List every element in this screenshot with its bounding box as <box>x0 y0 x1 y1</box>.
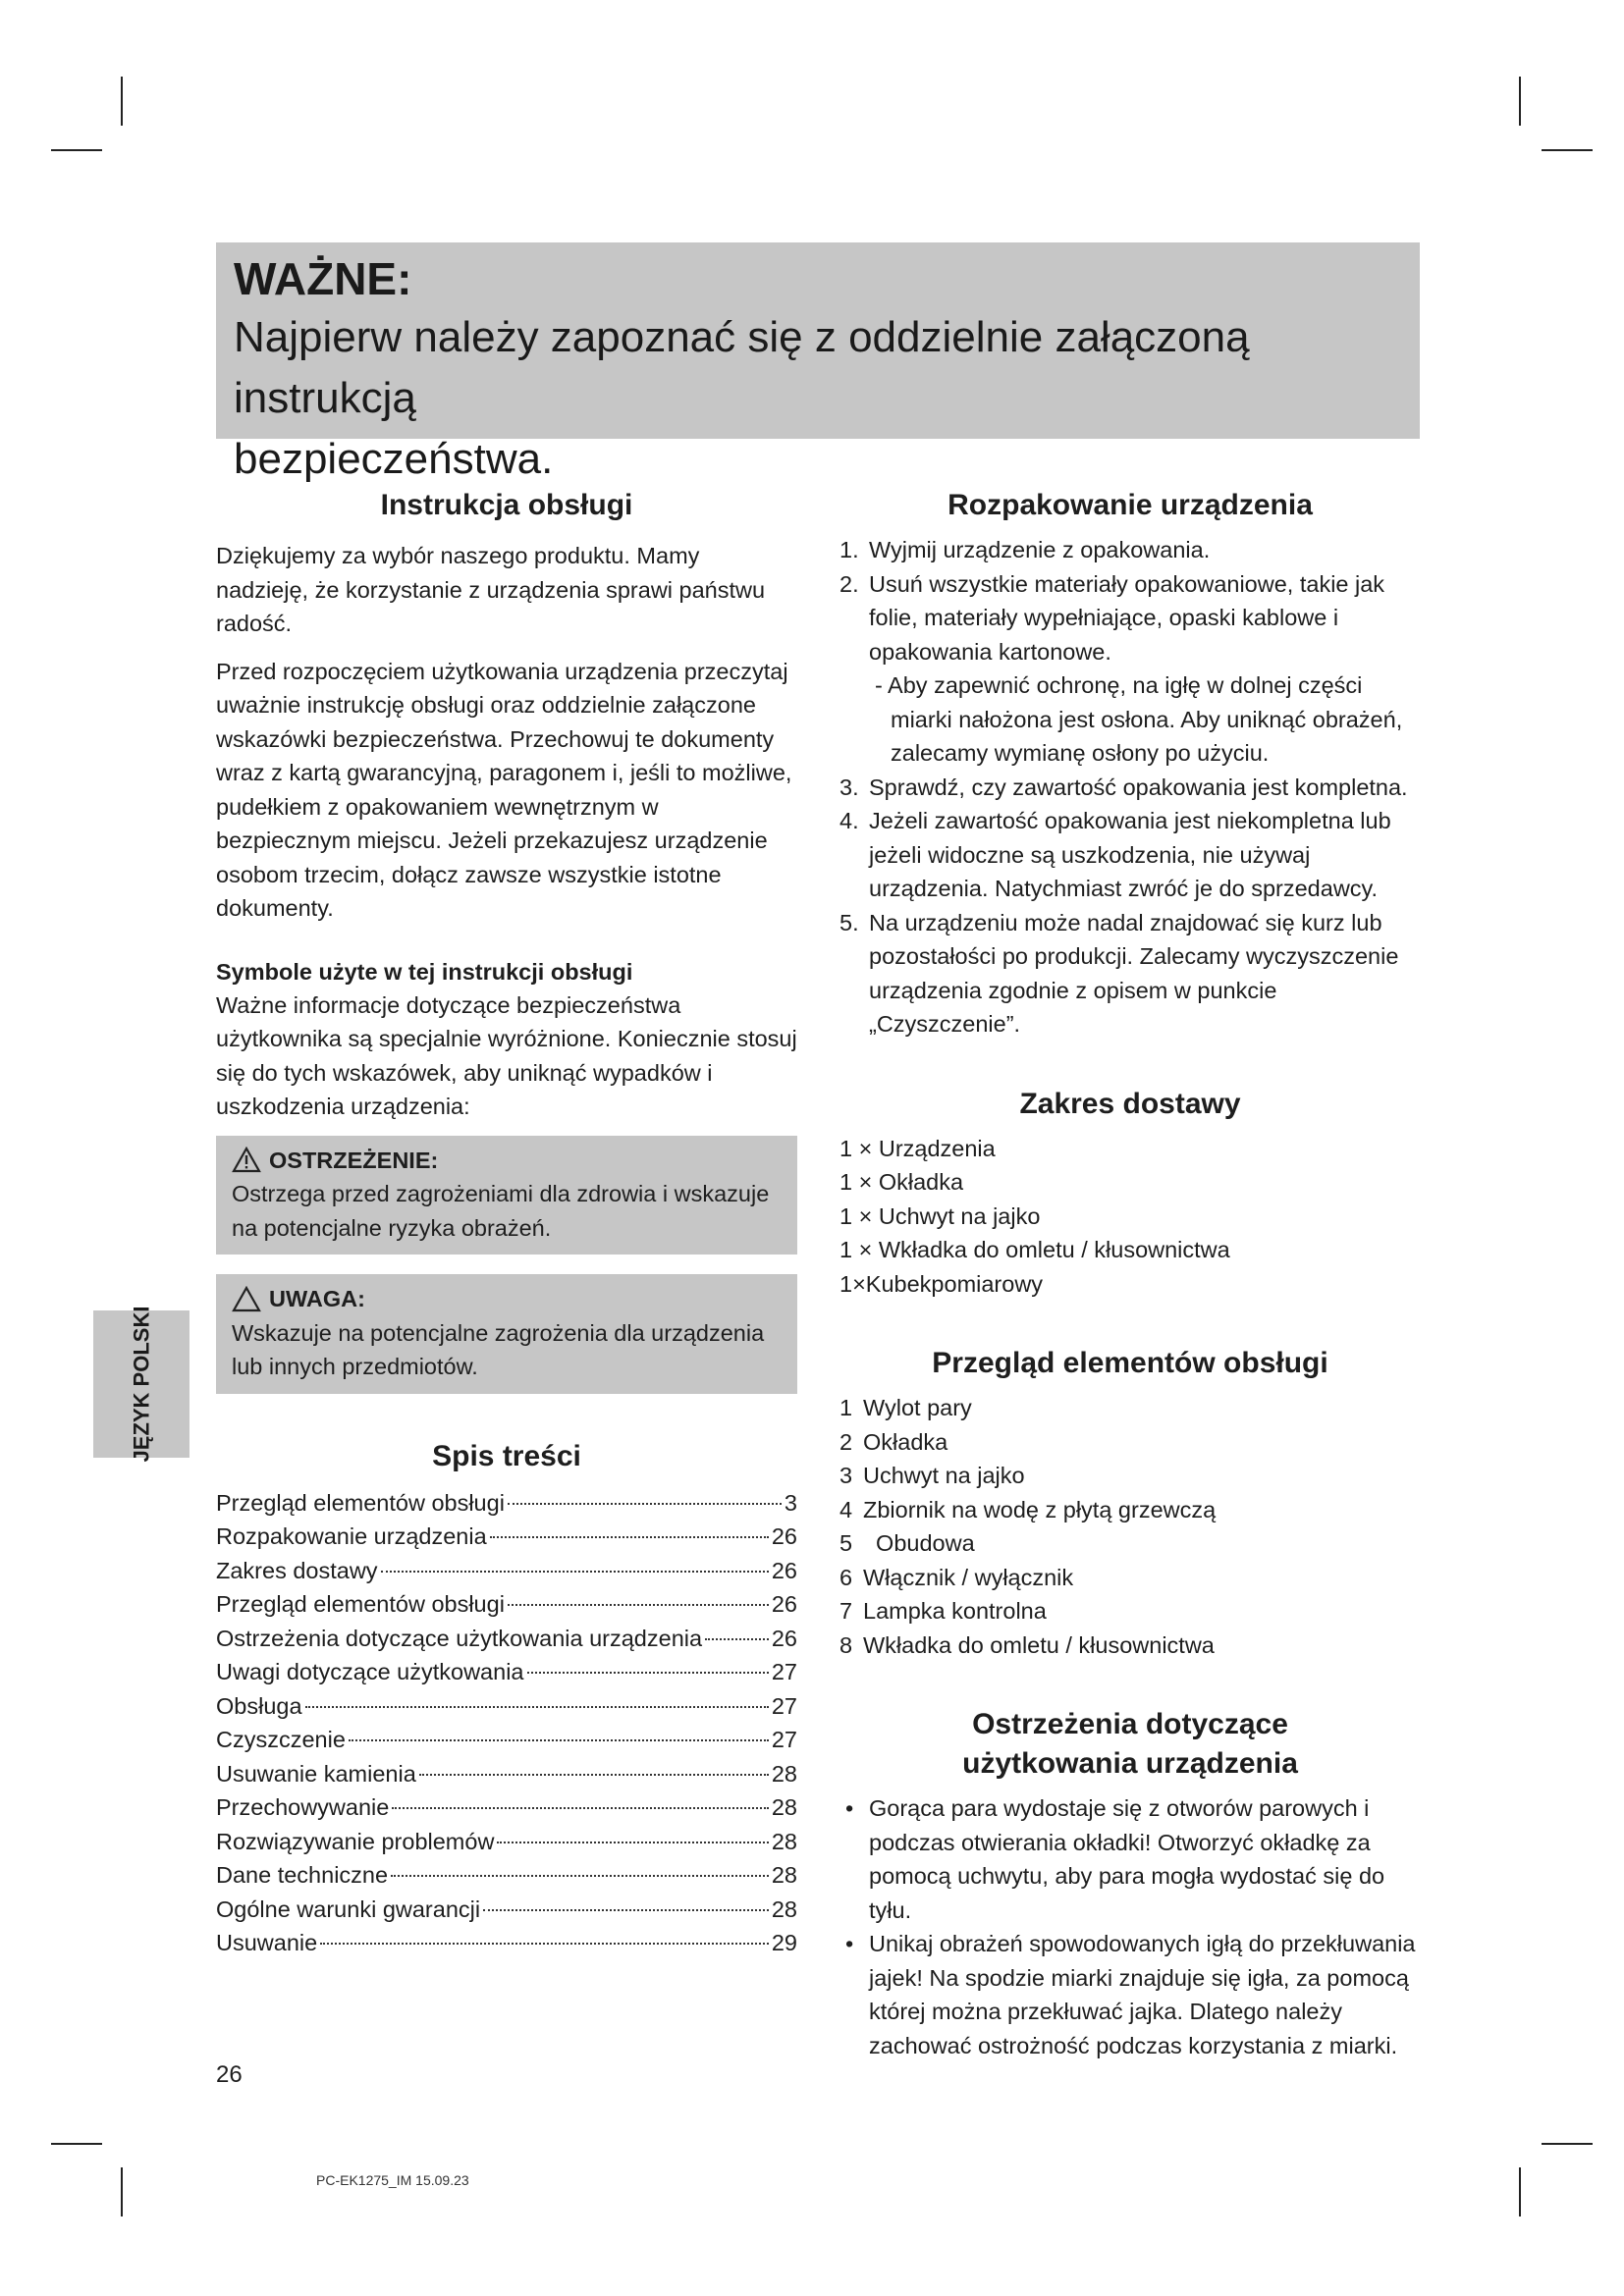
toc-leader-dots <box>483 1909 769 1911</box>
toc-entry <box>216 1486 797 1521</box>
section-heading-unpacking: Rozpakowanie urządzenia <box>947 489 1313 521</box>
banner-line-1: Najpierw należy zapoznać się z oddzielnie załączoną instrukcją <box>234 313 1250 422</box>
step-text: Wyjmij urządzenie z opakowania. <box>869 537 1211 562</box>
toc-entry-title: Czyszczenie <box>216 1727 346 1752</box>
step-number: 5. <box>839 909 859 935</box>
toc-entry-title: Dane techniczne <box>216 1862 389 1888</box>
toc-leader-dots <box>391 1875 769 1877</box>
right-column <box>839 486 1421 2062</box>
control-number: 4 <box>839 1496 853 1522</box>
control-number: 6 <box>839 1564 853 1590</box>
warning-icon <box>232 1147 261 1173</box>
toc-entry-title: Rozwiązywanie problemów <box>216 1828 495 1854</box>
step-text: Usuń wszystkie materiały opakowaniowe, takie jak folie, materiały wypełniające, opaski kablowe i opakowania kartonowe. <box>869 570 1385 665</box>
control-label: Uchwyt na jajko <box>863 1463 1025 1488</box>
toc-entry-page: 26 <box>771 1523 797 1549</box>
crop-mark <box>1542 2143 1593 2145</box>
toc-heading: Spis treści <box>432 1439 581 1472</box>
step-number: 1. <box>839 537 859 562</box>
language-tab <box>93 1306 189 1463</box>
step-text: Sprawdź, czy zawartość opakowania jest kompletna. <box>869 774 1408 800</box>
symbols-paragraph: Ważne informacje dotyczące bezpieczeństwa użytkownika są specjalnie wyróżnione. Koniecznie stosuj się do tych wskazówek, aby uniknąć wypadków i uszkodzenia urządzenia: <box>216 991 797 1119</box>
warning-text: Ostrzega przed zagrożeniami dla zdrowia i wskazuje na potencjalne ryzyka obrażeń. <box>232 1181 770 1241</box>
toc-leader-dots <box>490 1536 769 1538</box>
symbols-heading: Symbole użyte w tej instrukcji obsługi <box>216 958 633 985</box>
toc-leader-dots <box>349 1739 769 1741</box>
section-heading-delivery: Zakres dostawy <box>1019 1087 1241 1120</box>
control-item <box>839 1425 1421 1460</box>
control-label: Włącznik / wyłącznik <box>863 1564 1074 1590</box>
toc-entry <box>216 1622 797 1656</box>
step-item <box>839 567 1421 669</box>
toc-entry-title: Usuwanie kamienia <box>216 1760 416 1787</box>
toc-entry-page: 28 <box>771 1862 797 1888</box>
crop-mark <box>51 2143 102 2145</box>
delivery-item: 1 × Okładka <box>839 1169 964 1195</box>
toc-leader-dots <box>419 1774 769 1776</box>
control-item <box>839 1526 1421 1561</box>
toc-entry <box>216 1587 797 1622</box>
toc-entry-page: 27 <box>771 1659 797 1684</box>
control-item <box>839 1594 1421 1629</box>
toc-leader-dots <box>497 1842 768 1843</box>
crop-mark <box>1542 149 1593 151</box>
control-number: 8 <box>839 1631 853 1658</box>
warning-item-text: Unikaj obrażeń spowodowanych igłą do przekłuwania jajek! Na spodzie miarki znajduje się igła, za pomocą której można przekłuwać jajka. Dlatego należy zachować ostrożność podczas korzystania z miarki. <box>869 1931 1416 2058</box>
toc-entry <box>216 1893 797 1927</box>
delivery-item: 1 × Wkładka do omletu / kłusownictwa <box>839 1237 1230 1262</box>
step-item <box>839 804 1421 906</box>
crop-mark <box>51 149 102 151</box>
control-number: 2 <box>839 1428 853 1455</box>
toc-entry <box>216 1790 797 1825</box>
banner-line-2: bezpieczeństwa. <box>234 435 554 483</box>
warning-item <box>839 1791 1421 1927</box>
control-item <box>839 1391 1421 1425</box>
control-label: Wylot pary <box>863 1395 972 1420</box>
language-tab-label: JĘZYK POLSKI <box>129 1306 154 1463</box>
toc-leader-dots <box>381 1571 769 1573</box>
toc-entry-page: 28 <box>771 1896 797 1922</box>
crop-mark <box>121 77 123 126</box>
toc-entry-title: Usuwanie <box>216 1930 318 1955</box>
delivery-item: 1 × Urządzenia <box>839 1135 996 1161</box>
unpack-steps-continued <box>839 771 1421 1041</box>
toc-leader-dots <box>320 1943 769 1945</box>
control-label: Zbiornik na wodę z płytą grzewczą <box>863 1496 1217 1522</box>
toc-entry <box>216 1554 797 1588</box>
control-number: 3 <box>839 1463 853 1488</box>
caution-text: Wskazuje na potencjalne zagrożenia dla urządzenia lub innych przedmiotów. <box>232 1319 765 1379</box>
control-item <box>839 1561 1421 1595</box>
step-item <box>839 771 1421 805</box>
step-item <box>839 906 1421 1041</box>
toc-entry <box>216 1926 797 1960</box>
toc-entry-title: Uwagi dotyczące użytkowania <box>216 1659 524 1684</box>
unpack-steps <box>839 533 1421 668</box>
toc-entry-page: 28 <box>771 1828 797 1854</box>
toc-entry-title: Ogólne warunki gwarancji <box>216 1896 481 1922</box>
control-label: Wkładka do omletu / kłusownictwa <box>863 1631 1215 1658</box>
toc-entry <box>216 1655 797 1689</box>
crop-mark <box>1519 2167 1521 2216</box>
toc-entry <box>216 1858 797 1893</box>
toc-entry-page: 28 <box>771 1760 797 1787</box>
step-item <box>839 533 1421 567</box>
bullet-icon: • <box>845 1931 854 1956</box>
toc-entry <box>216 1757 797 1791</box>
toc-entry-page: 26 <box>771 1625 797 1651</box>
toc-entry <box>216 1723 797 1757</box>
toc-leader-dots <box>508 1503 782 1505</box>
table-of-contents <box>216 1486 797 1960</box>
toc-entry-page: 28 <box>771 1794 797 1820</box>
delivery-item: 1 × Uchwyt na jajko <box>839 1202 1041 1229</box>
section-heading-warnings-1: Ostrzeżenia dotyczące <box>972 1708 1288 1740</box>
section-heading-controls: Przegląd elementów obsługi <box>932 1347 1328 1379</box>
toc-entry-title: Rozpakowanie urządzenia <box>216 1523 487 1549</box>
toc-entry-page: 26 <box>771 1557 797 1583</box>
delivery-item: 1×Kubekpomiarowy <box>839 1270 1044 1297</box>
toc-entry <box>216 1520 797 1554</box>
caution-box <box>216 1274 797 1394</box>
footer-code: PC-EK1275_IM 15.09.23 <box>316 2172 469 2188</box>
control-item <box>839 1459 1421 1493</box>
page-number: 26 <box>216 2061 243 2088</box>
toc-entry-title: Przegląd elementów obsługi <box>216 1489 505 1516</box>
warning-item-text: Gorąca para wydostaje się z otworów parowych i podczas otwierania okładki! Otworzyć okładkę za pomocą uchwytu, aby para mogła wydostać się do tyłu. <box>869 1795 1385 1923</box>
control-number: 1 <box>839 1395 853 1420</box>
toc-entry <box>216 1825 797 1859</box>
toc-entry-title: Zakres dostawy <box>216 1557 378 1583</box>
control-label: Okładka <box>863 1428 948 1455</box>
instructions-paragraph: Przed rozpoczęciem użytkowania urządzenia przeczytaj uważnie instrukcję obsługi oraz oddzielnie załączone wskazówki bezpieczeństwa. Przechowuj te dokumenty wraz z kartą gwarancyjną, paragonem i, jeśli to możliwe, pudełkiem z opakowaniem wewnętrznym w bezpiecznym miejscu. Jeżeli przekazujesz urządzenie osobom trzecim, dołącz zawsze wszystkie istotne dokumenty. <box>216 658 792 921</box>
crop-mark <box>1519 77 1521 126</box>
toc-entry-page: 3 <box>784 1489 797 1516</box>
warnings-list <box>839 1791 1421 2062</box>
toc-entry-title: Obsługa <box>216 1692 302 1719</box>
control-item <box>839 1493 1421 1527</box>
section-heading-warnings-2: użytkowania urządzenia <box>962 1747 1298 1780</box>
control-number: 7 <box>839 1598 853 1624</box>
caution-icon <box>232 1286 261 1312</box>
toc-leader-dots <box>705 1638 769 1640</box>
toc-entry-title: Przechowywanie <box>216 1794 390 1820</box>
important-banner <box>216 242 1420 483</box>
toc-entry-page: 29 <box>771 1930 797 1955</box>
toc-leader-dots <box>508 1604 769 1606</box>
toc-entry-title: Przegląd elementów obsługi <box>216 1591 505 1617</box>
step-text: Na urządzeniu może nadal znajdować się kurz lub pozostałości po produkcji. Zalecamy wyczyszczenie urządzenia zgodnie z opisem w punkcie „Czyszczenie”. <box>869 909 1399 1037</box>
toc-entry <box>216 1689 797 1724</box>
section-heading-instructions: Instrukcja obsługi <box>380 489 633 521</box>
warning-title: OSTRZEŻENIE: <box>269 1147 439 1173</box>
toc-leader-dots <box>392 1807 769 1809</box>
step-number: 2. <box>839 570 859 597</box>
banner-title: WAŻNE: <box>234 253 412 304</box>
intro-paragraph: Dziękujemy za wybór naszego produktu. Mamy nadzieję, że korzystanie z urządzenia sprawi państwu radość. <box>216 543 766 636</box>
bullet-icon: • <box>845 1795 854 1821</box>
control-item <box>839 1629 1421 1663</box>
step-text: Jeżeli zawartość opakowania jest niekompletna lub jeżeli widoczne są uszkodzenia, nie używaj urządzenia. Natychmiast zwróć je do sprzedawcy. <box>869 808 1391 901</box>
step-number: 3. <box>839 774 859 800</box>
control-label: Obudowa <box>863 1530 975 1556</box>
toc-entry-page: 27 <box>771 1692 797 1719</box>
crop-mark <box>121 2167 123 2216</box>
toc-leader-dots <box>527 1672 769 1674</box>
control-number: 5 <box>839 1530 853 1556</box>
toc-entry-page: 27 <box>771 1727 797 1752</box>
toc-entry-page: 26 <box>771 1591 797 1617</box>
controls-list <box>839 1391 1421 1662</box>
caution-title: UWAGA: <box>269 1286 365 1311</box>
toc-entry-title: Ostrzeżenia dotyczące użytkowania urządzenia <box>216 1625 703 1651</box>
control-label: Lampka kontrolna <box>863 1598 1047 1624</box>
warning-item <box>839 1927 1421 2062</box>
toc-leader-dots <box>305 1706 769 1708</box>
left-column <box>216 486 797 1960</box>
step-number: 4. <box>839 808 859 833</box>
warning-box <box>216 1136 797 1255</box>
delivery-list <box>839 1132 1421 1302</box>
unpack-substep: - Aby zapewnić ochronę, na igłę w dolnej części miarki nałożona jest osłona. Aby uniknąć obrażeń, zalecamy wymianę osłony po użyciu. <box>875 672 1403 766</box>
